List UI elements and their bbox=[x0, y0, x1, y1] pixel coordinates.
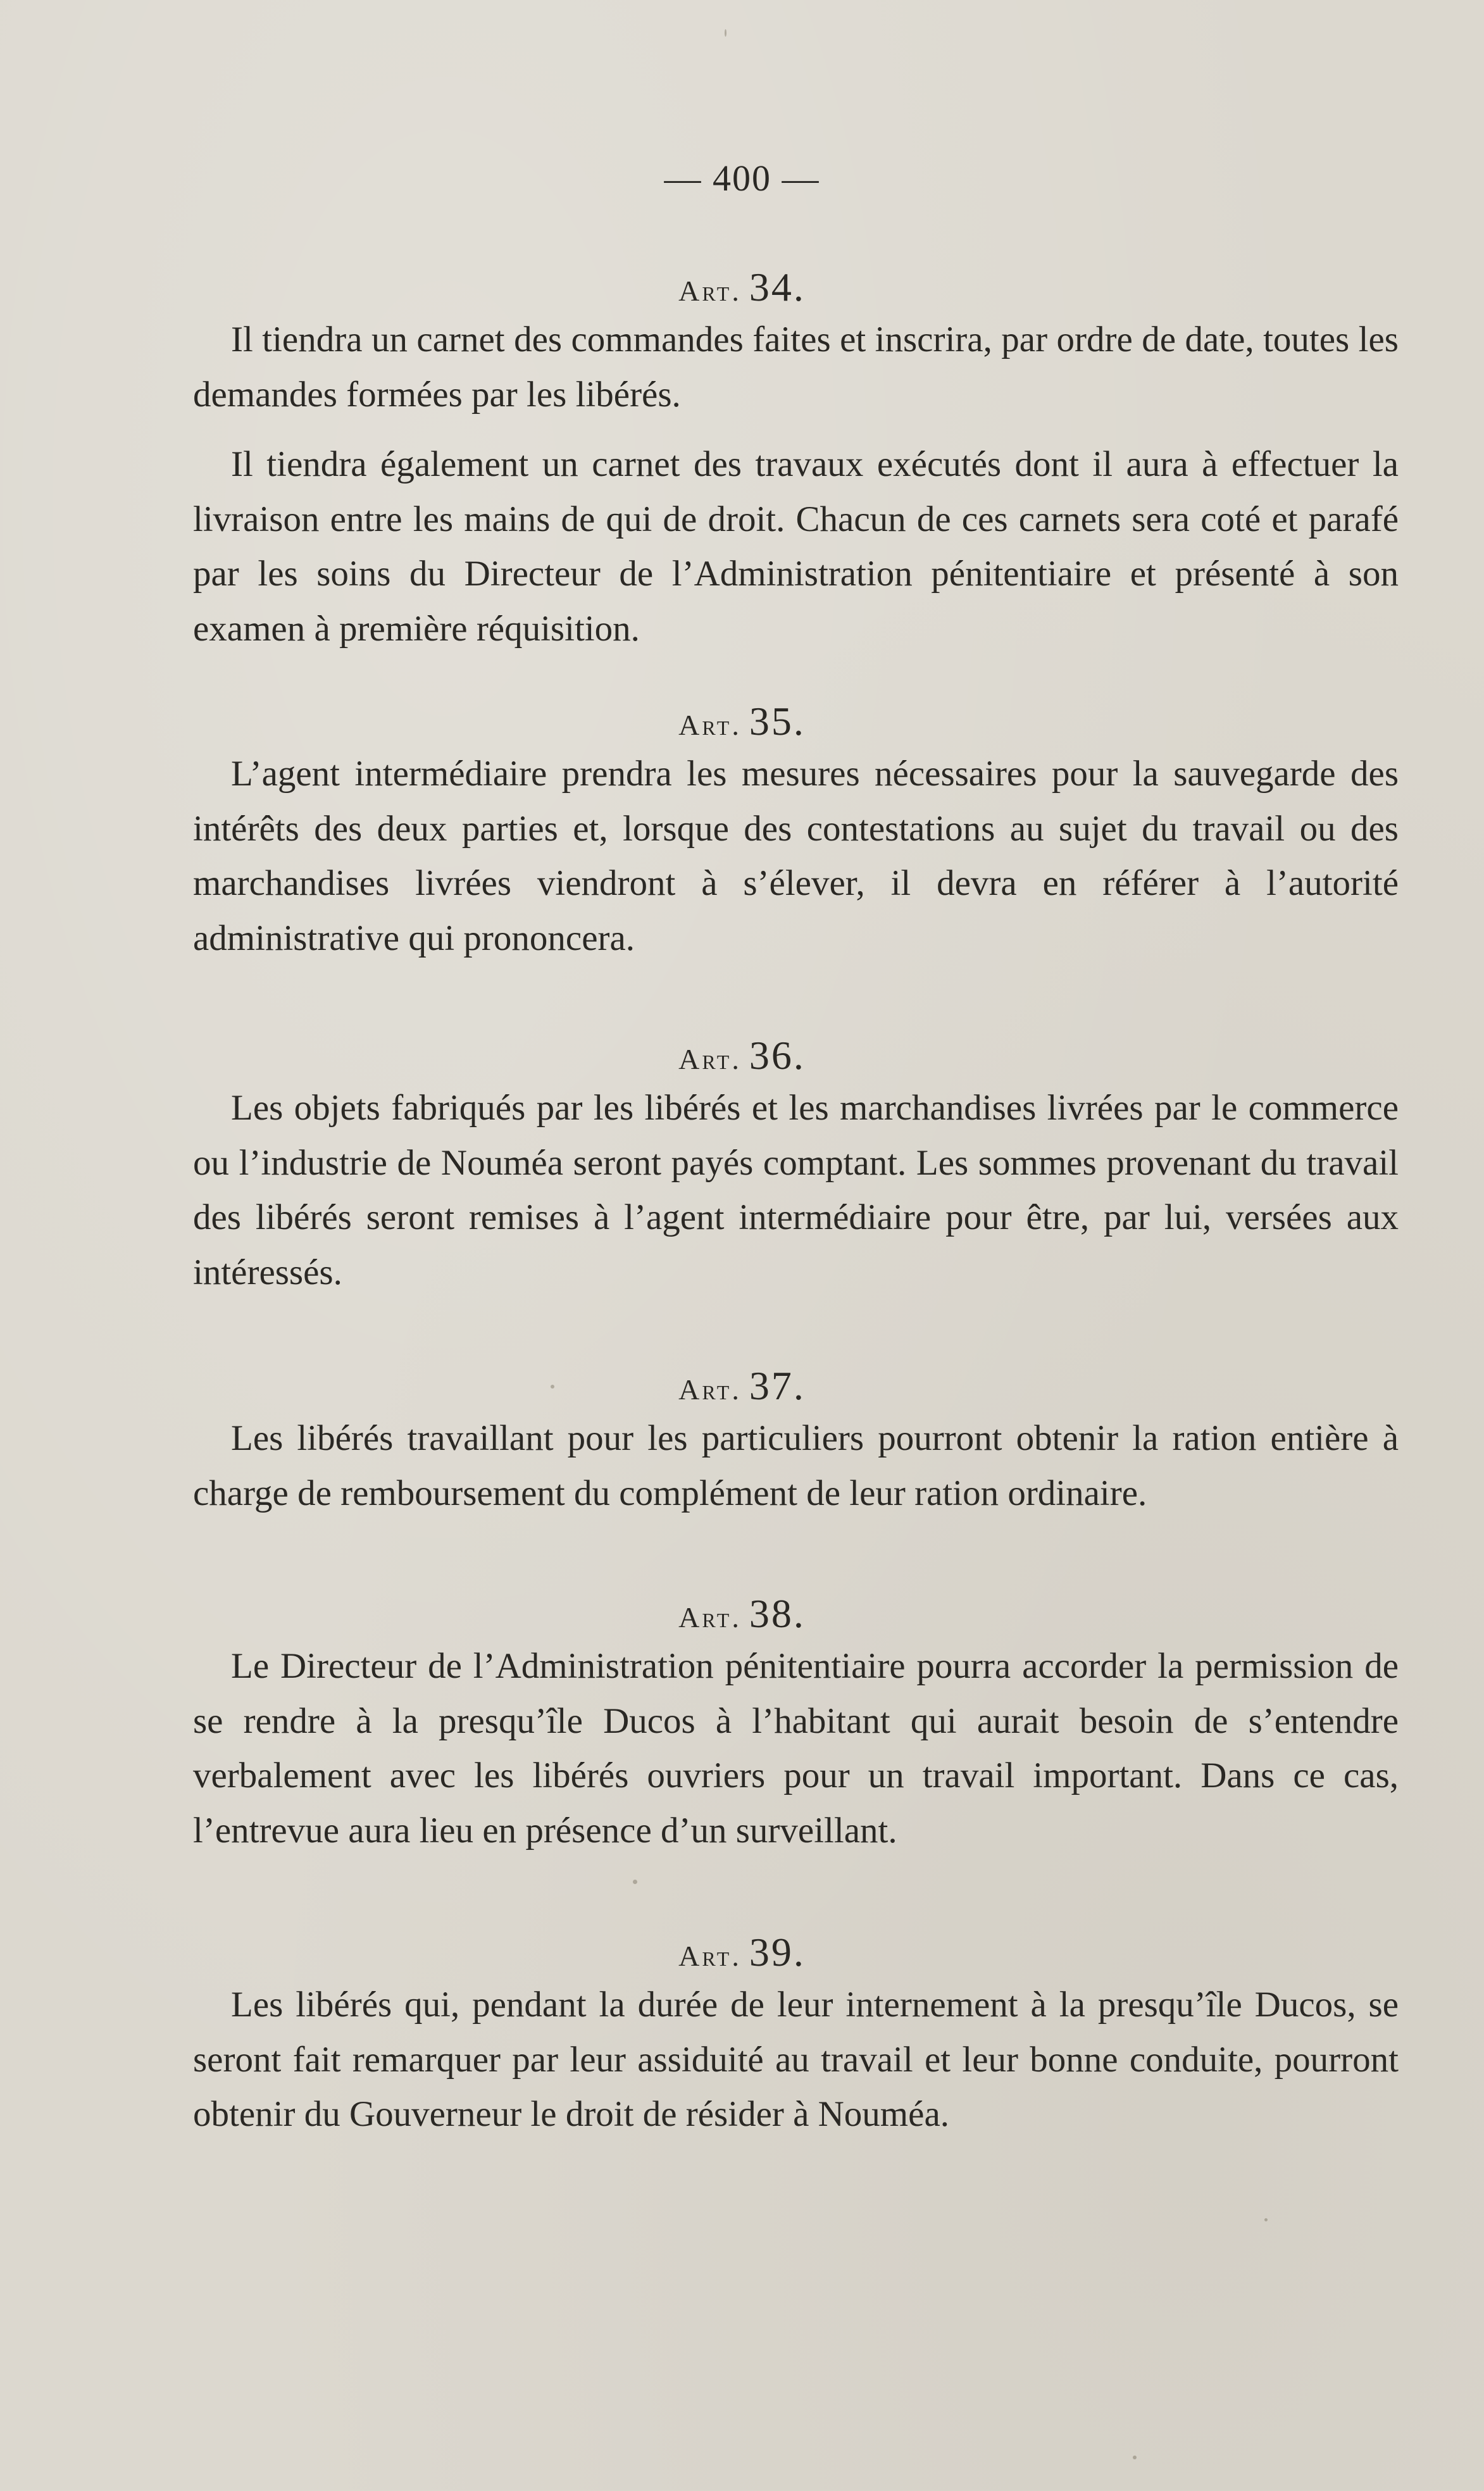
article-label: Art. bbox=[678, 1940, 742, 1972]
article-label: Art. bbox=[678, 1601, 742, 1633]
article-35 bbox=[0, 696, 1484, 958]
paper-speck bbox=[551, 1385, 554, 1389]
article-body bbox=[193, 1639, 1399, 1858]
article-heading bbox=[0, 1927, 1484, 1978]
article-37 bbox=[0, 1361, 1484, 1513]
article-39 bbox=[0, 1927, 1484, 2134]
page-number: — 400 — bbox=[664, 158, 820, 199]
article-paragraph: Le Directeur de l’Administration pénitentiaire pourra accorder la permission de se rendre à la presqu’île Ducos à l’habitant qui aurait besoin de s’entendre verbalement avec les libérés ouvriers pour un travail important. Dans ce cas, l’entrevue aura lieu en présence d’un surveillant. bbox=[193, 1646, 1399, 1851]
article-paragraph: L’agent intermédiaire prendra les mesures nécessaires pour la sauvegarde des intérêts des deux parties et, lorsque des contestations au sujet du travail ou des marchandises livrées viendront à s’élever, il devra en référer à l’autorité administrative qui prononcera. bbox=[193, 754, 1399, 958]
article-38 bbox=[0, 1589, 1484, 1851]
paper-speck bbox=[1264, 2218, 1268, 2221]
article-label: Art. bbox=[678, 1043, 742, 1075]
article-number: 39. bbox=[749, 1930, 806, 1975]
article-paragraph: Les libérés travaillant pour les particuliers pourront obtenir la ration entière à charge de remboursement du complément de leur ration ordinaire. bbox=[193, 1418, 1399, 1513]
article-number: 34. bbox=[749, 265, 806, 309]
article-label: Art. bbox=[678, 709, 742, 741]
article-paragraph: Les objets fabriqués par les libérés et les marchandises livrées par le commerce ou l’industrie de Nouméa seront payés comptant. Les sommes provenant du travail des libérés seront remises à l’agent intermédiaire pour être, par lui, versées aux intéressés. bbox=[193, 1088, 1399, 1292]
article-label: Art. bbox=[678, 275, 742, 307]
article-heading bbox=[0, 1361, 1484, 1411]
paper-speck bbox=[725, 29, 726, 37]
article-body bbox=[193, 1978, 1399, 2142]
paper-speck bbox=[1133, 2456, 1137, 2459]
article-number: 37. bbox=[749, 1363, 806, 1408]
article-heading bbox=[0, 1589, 1484, 1639]
article-number: 38. bbox=[749, 1591, 806, 1636]
article-body bbox=[193, 1081, 1399, 1300]
article-label: Art. bbox=[678, 1373, 742, 1406]
article-paragraph: Il tiendra un carnet des commandes faites et inscrira, par ordre de date, toutes les demandes formées par les libérés. bbox=[193, 320, 1399, 415]
article-body bbox=[193, 1411, 1399, 1521]
article-heading bbox=[0, 1030, 1484, 1081]
article-number: 36. bbox=[749, 1033, 806, 1078]
article-34 bbox=[0, 262, 1484, 649]
article-paragraph: Les libérés qui, pendant la durée de leur internement à la presqu’île Ducos, se seront fait remarquer par leur assiduité au travail et leur bonne conduite, pourront obtenir du Gouverneur le droit de résider à Nouméa. bbox=[193, 1985, 1399, 2134]
article-heading bbox=[0, 696, 1484, 747]
article-36 bbox=[0, 1030, 1484, 1292]
article-heading bbox=[0, 262, 1484, 313]
article-body bbox=[193, 313, 1399, 656]
article-body bbox=[193, 747, 1399, 966]
article-number: 35. bbox=[749, 699, 806, 744]
article-paragraph: Il tiendra également un carnet des travaux exécutés dont il aura à effectuer la livraison entre les mains de qui de droit. Chacun de ces carnets sera coté et parafé par les soins du Directeur de l’Administration pénitentiaire et présenté à son examen à première réquisition. bbox=[193, 444, 1399, 649]
paper-speck bbox=[633, 1880, 637, 1884]
